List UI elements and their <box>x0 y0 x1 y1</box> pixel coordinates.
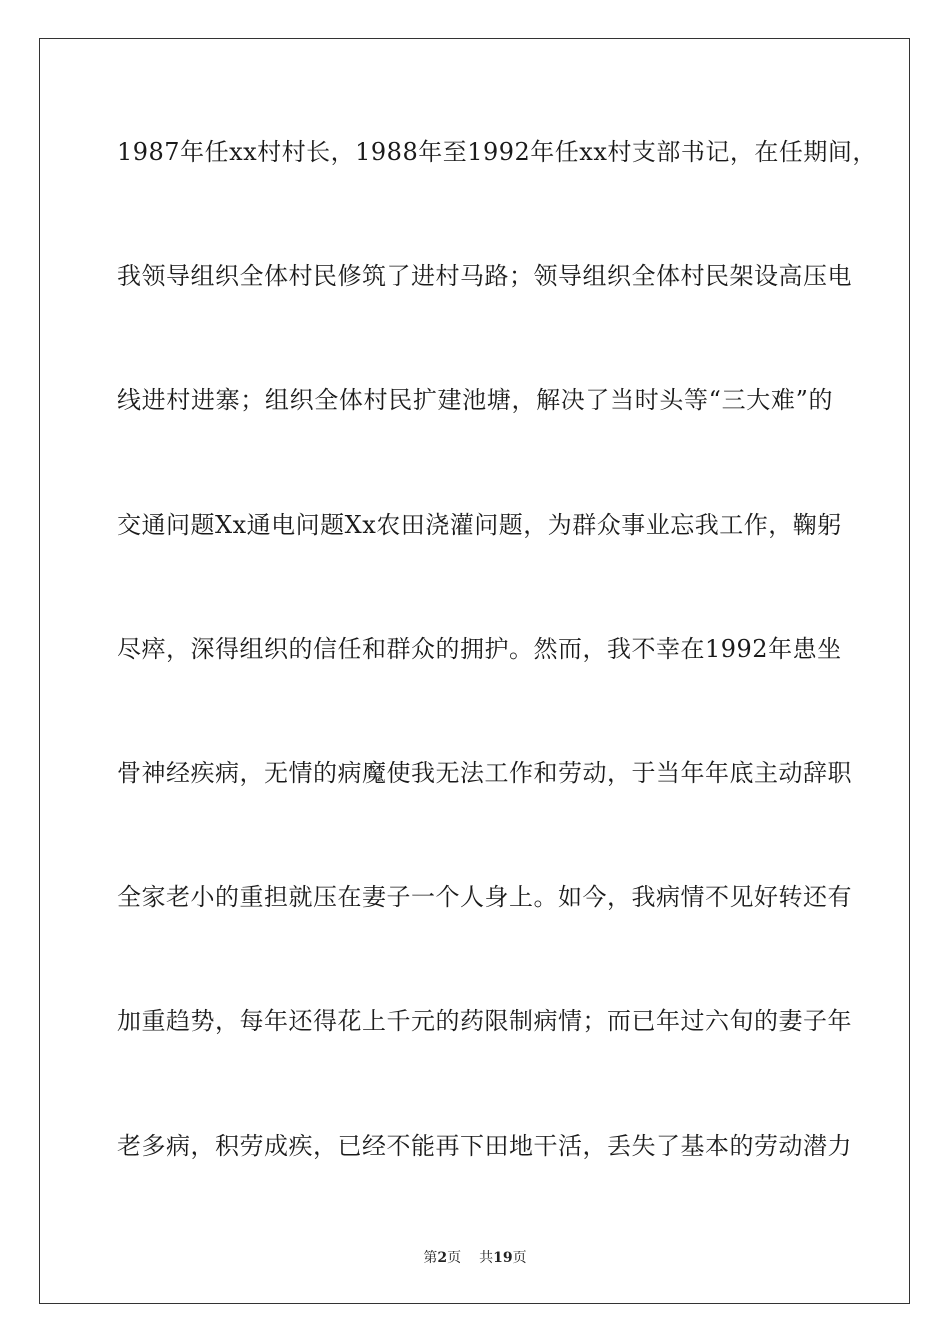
page-number: 2 <box>437 1250 448 1266</box>
body-line: 老多病，积劳成疾，已经不能再下田地干活，丢失了基本的劳动潜力 <box>117 1131 852 1160</box>
body-line: 1987年任xx村村长，1988年至1992年任xx村支部书记，在任期间， <box>117 138 877 166</box>
total-prefix: 共 <box>479 1250 494 1266</box>
body-line: 加重趋势，每年还得花上千元的药限制病情；而已年过六旬的妻子年 <box>117 1007 852 1036</box>
body-line: 线进村进寨；组织全体村民扩建池塘，解决了当时头等“三大难”的 <box>117 386 833 415</box>
body-line: 我领导组织全体村民修筑了进村马路；领导组织全体村民架设高压电 <box>117 262 852 291</box>
page-prefix: 第 <box>423 1250 438 1266</box>
page-suffix: 页 <box>447 1250 462 1266</box>
page-footer <box>0 1248 950 1268</box>
body-line: 全家老小的重担就压在妻子一个人身上。如今，我病情不见好转还有 <box>117 883 852 912</box>
document-body <box>117 130 877 1248</box>
total-suffix: 页 <box>512 1250 527 1266</box>
body-line: 骨神经疾病，无情的病魔使我无法工作和劳动，于当年年底主动辞职 <box>117 758 852 787</box>
total-pages: 19 <box>493 1250 513 1266</box>
body-line: 交通问题Xx通电问题Xx农田浇灌问题，为群众事业忘我工作，鞠躬 <box>117 510 842 539</box>
body-line: 尽瘁，深得组织的信任和群众的拥护。然而，我不幸在1992年患坐 <box>117 634 842 663</box>
